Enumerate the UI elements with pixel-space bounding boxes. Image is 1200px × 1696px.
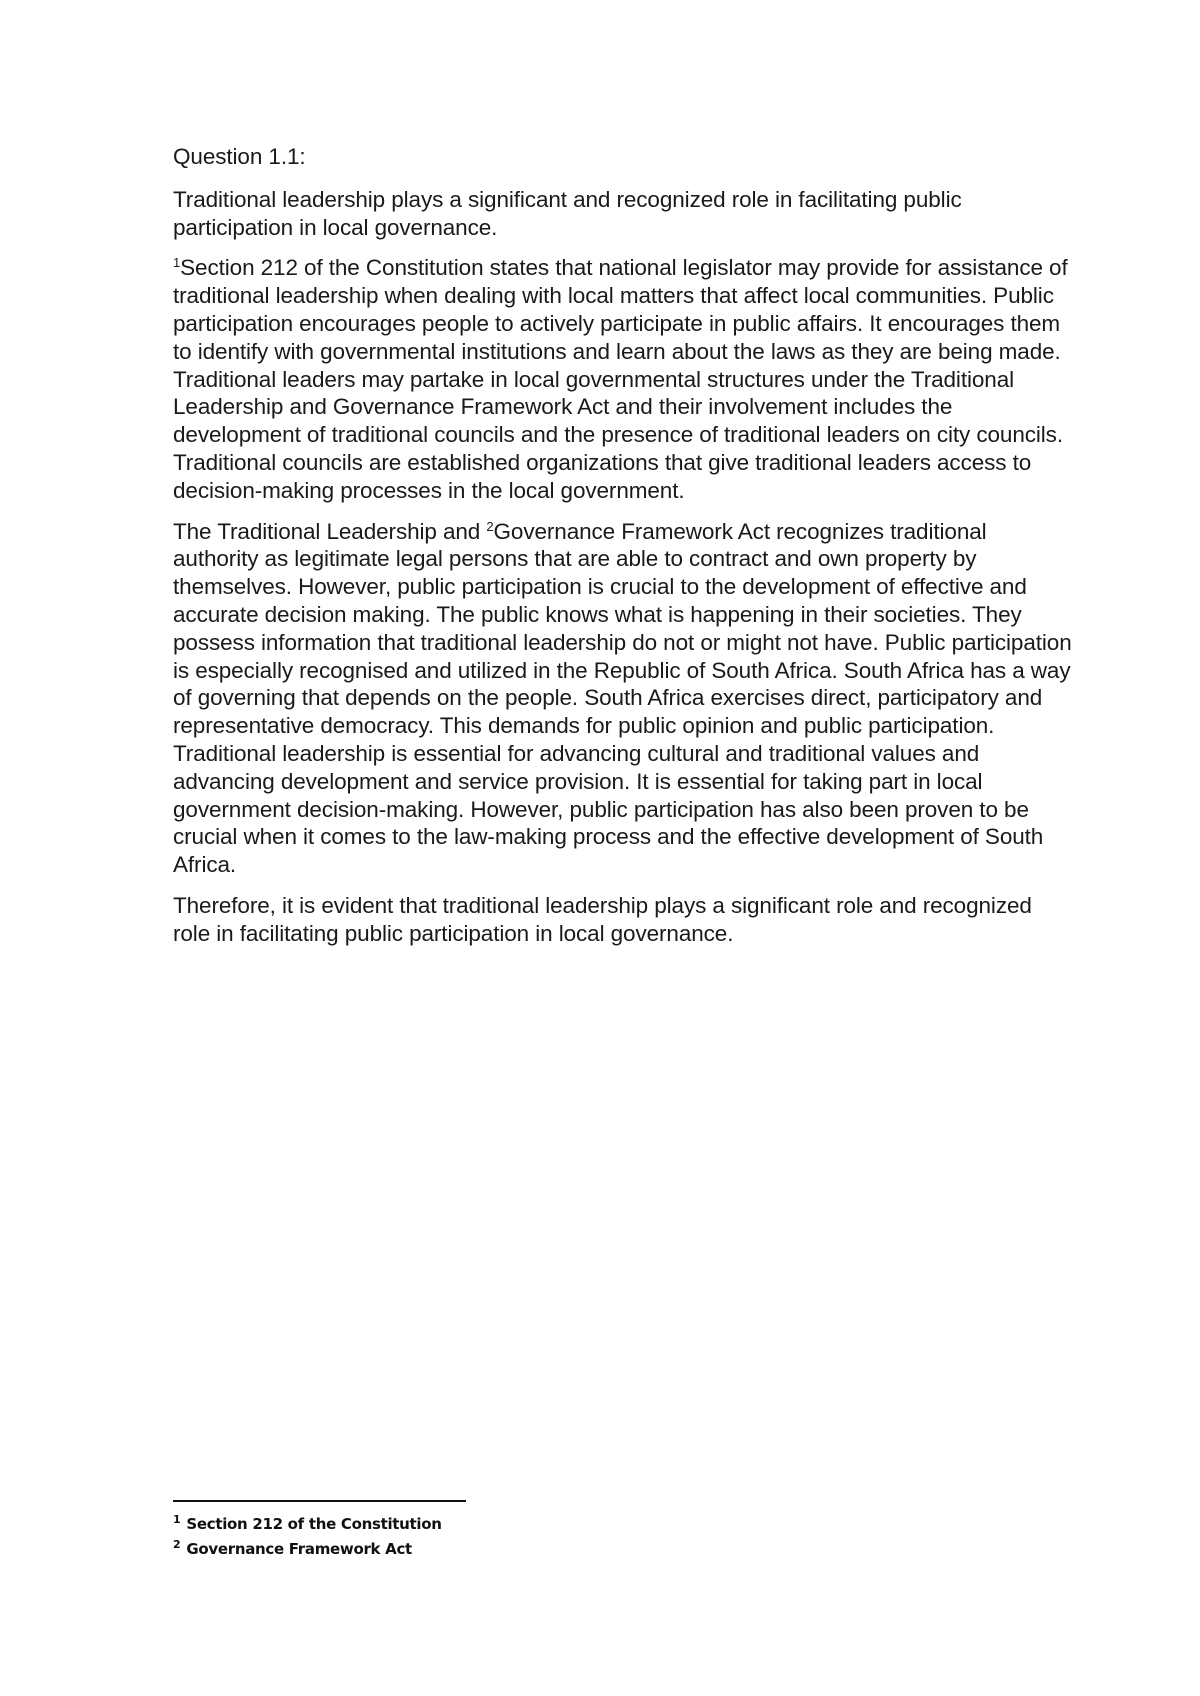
- paragraph-section-212: [173, 254, 1073, 504]
- footnote-marker-1: 1: [173, 1513, 181, 1526]
- paragraph-framework-act: [173, 518, 1073, 879]
- paragraph-framework-act-lead: The Traditional Leadership and: [173, 518, 487, 544]
- document-body: [173, 143, 1073, 961]
- footnote-reference-2[interactable]: 2: [486, 518, 494, 534]
- paragraph-section-212-text: Section 212 of the Constitution states that national legislator may provide for assistance of traditional leadership when dealing with local matters that affect local communities. Public participation encourages people to actively participate in public affairs. It encourages them to identify with governmental institutions and learn about the laws as they are being made. Traditional leaders may partake in local governmental structures under the Traditional Leadership and Governance Framework Act and their involvement includes the development of traditional councils and the presence of traditional leaders on city councils. Traditional councils are established organizations that give traditional leaders access to decision-making processes in the local government.: [173, 255, 1068, 503]
- footnote-reference-1[interactable]: 1: [173, 255, 181, 271]
- paragraph-framework-act-text: Governance Framework Act recognizes traditional authority as legitimate legal persons that are able to contract and own property by themselves. However, public participation is crucial to the development of effective and accurate decision making. The public knows what is happening in their societies. They possess information that traditional leadership do not or might not have. Public participation is especially recognised and utilized in the Republic of South Africa. South Africa has a way of governing that depends on the people. South Africa exercises direct, participatory and representative democracy. This demands for public opinion and public participation. Traditional leadership is essential for advancing cultural and traditional values and advancing development and service provision. It is essential for taking part in local government decision-making. However, public participation has also been proven to be crucial when it comes to the law-making process and the effective development of South Africa.: [173, 518, 1072, 878]
- footnote-1: [173, 1512, 773, 1537]
- footnote-separator: [173, 1500, 466, 1502]
- footnote-marker-2: 2: [173, 1538, 181, 1551]
- footnote-text-1: Section 212 of the Constitution: [186, 1515, 442, 1533]
- footnote-2: [173, 1537, 773, 1562]
- paragraph-conclusion: Therefore, it is evident that traditional leadership plays a significant role and recognized role in facilitating public participation in local governance.: [173, 892, 1032, 946]
- paragraph-intro: Traditional leadership plays a significant and recognized role in facilitating public participation in local governance.: [173, 186, 962, 240]
- question-heading: Question 1.1:: [173, 144, 306, 169]
- footnotes-section: [173, 1500, 773, 1562]
- footnote-text-2: Governance Framework Act: [186, 1540, 412, 1558]
